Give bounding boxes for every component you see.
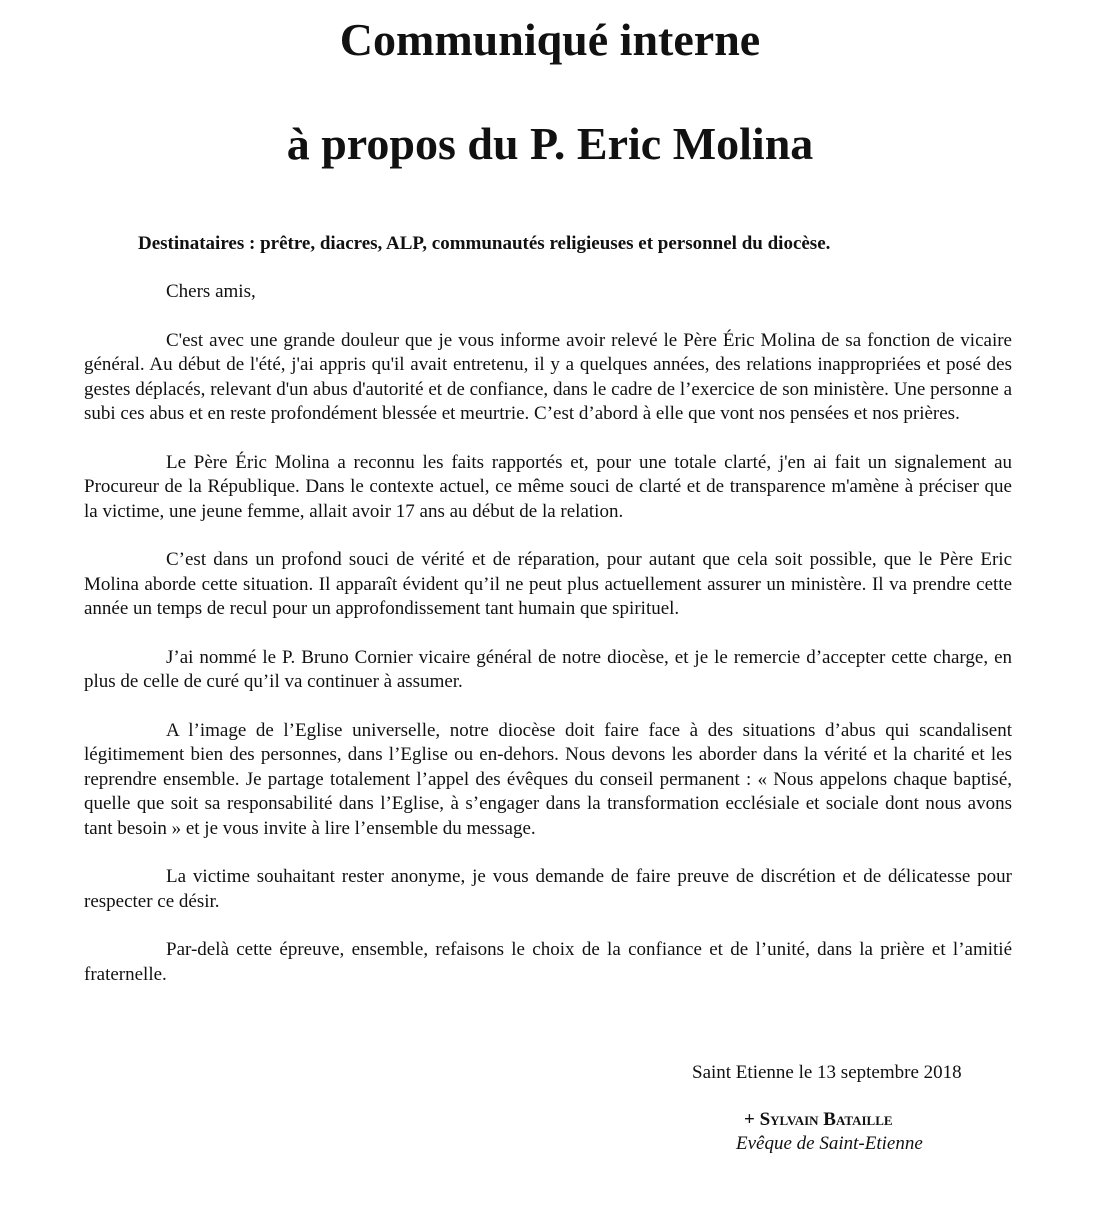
signature-role: Evêque de Saint-Etienne <box>736 1133 923 1154</box>
document-title-line-1: Communiqué interne <box>339 14 761 65</box>
paragraph: La victime souhaitant rester anonyme, je vous demande de faire preuve de discrétion et de délicatesse pour respecter ce désir. <box>84 866 1012 912</box>
paragraph: C’est dans un profond souci de vérité et de réparation, pour autant que cela soit possible, que le Père Eric Molina aborde cette situation. Il apparaît évident qu’il ne peut plus actuellement assurer un ministère. Il va prendre cette année un temps de recul pour un approfondissement tant humain que spirituel. <box>84 549 1012 619</box>
place-and-date: Saint Etienne le 13 septembre 2018 <box>692 1062 962 1083</box>
recipients-line: Destinataires : prêtre, diacres, ALP, communautés religieuses et personnel du diocèse. <box>138 233 831 254</box>
paragraph: Par-delà cette épreuve, ensemble, refaisons le choix de la confiance et de l’unité, dans la prière et l’amitié fraternelle. <box>84 939 1012 985</box>
paragraph: Le Père Éric Molina a reconnu les faits rapportés et, pour une totale clarté, j'en ai fait un signalement au Procureur de la République. Dans le contexte actuel, ce même souci de clarté et de transparence m'amène à préciser que la victime, une jeune femme, allait avoir 17 ans au début de la relation. <box>84 451 1012 522</box>
paragraph: C'est avec une grande douleur que je vous informe avoir relevé le Père Éric Molina de sa fonction de vicaire général. Au début de l'été, j'ai appris qu'il avait entretenu, il y a quelques années, des relations inappropriées et posé des gestes déplacés, relevant d'un abus d'autorité et de confiance, dans le cadre de l’exercice de son ministère. Une personne a subi ces abus et en reste profondément blessée et meurtrie. C’est d’abord à elle que vont nos pensées et nos prières. <box>84 329 1012 424</box>
paragraph: J’ai nommé le P. Bruno Cornier vicaire général de notre diocèse, et je le remercie d’accepter cette charge, en plus de celle de curé qu’il va continuer à assumer. <box>84 646 1012 692</box>
document-title-line-2: à propos du P. Eric Molina <box>286 118 814 169</box>
greeting: Chers amis, <box>166 281 256 302</box>
signature-name: + Sylvain Bataille <box>744 1109 893 1130</box>
letter-body <box>84 280 1012 1011</box>
paragraph: A l’image de l’Eglise universelle, notre diocèse doit faire face à des situations d’abus qui scandalisent légitimement bien des personnes, dans l’Eglise ou en-dehors. Nous devons les aborder dans la vérité et la charité et les reprendre ensemble. Je partage totalement l’appel des évêques du conseil permanent : « Nous appelons chaque baptisé, quelle que soit sa responsabilité dans l’Eglise, à s’engager dans la transformation ecclésiale et sociale dont nous avons tant besoin » et je vous invite à lire l’ensemble du message. <box>84 719 1012 839</box>
signature-block <box>736 1108 923 1156</box>
